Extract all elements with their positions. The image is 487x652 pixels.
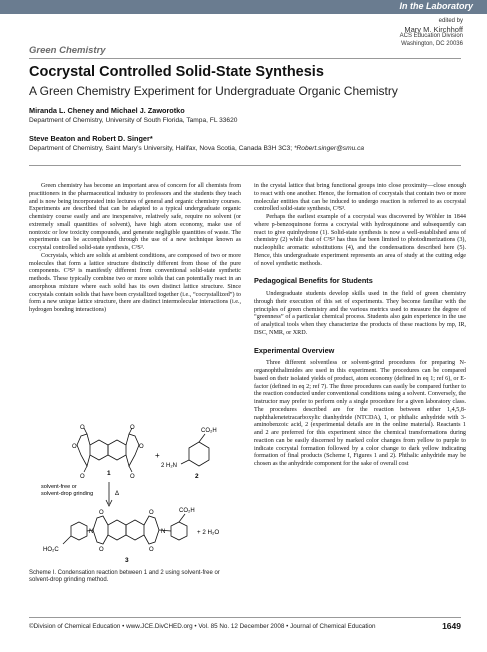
section-label: In the Laboratory xyxy=(399,1,473,11)
oxygen-label: O xyxy=(80,425,85,431)
paragraph: Green chemistry has become an important area of concern for all chemists from practitioners in the pharmaceutical industry to professors and the students they teach and is now being incorporated into lectures of general and organic chemistry courses. Experiments are described that can be adapted to a typical undergraduate organic chemistry course easily and are inexpensive, relatively safe, require no solvent (or extremely small quantities of solvent), have high atom economy, make use of nontoxic or low toxicity compounds, and generate negligible quantities of waste. The experiments can be accomplished through the use of a new technique known as cocrystal controlled solid-state synthesis, C³S³. xyxy=(29,183,241,251)
article-title: Cocrystal Controlled Solid-State Synthesis xyxy=(29,64,324,80)
right-column xyxy=(254,183,466,469)
water-byproduct: + 2 H₂O xyxy=(197,529,220,536)
section-heading: Experimental Overview xyxy=(254,345,335,355)
authors-2: Steve Beaton and Robert D. Singer* xyxy=(29,134,153,143)
compound-2-number: 2 xyxy=(195,473,199,480)
affiliation-1: Department of Chemistry, University of South Florida, Tampa, FL 33620 xyxy=(29,117,238,124)
paragraph: Undergraduate students develop skills used in the field of green chemistry through their execution of this set of experiments. They become familiar with the principles of green chemistry and the various metrics used to measure the degree of “greenness” of a particular chemical process. Students also gain experience in the use of analytical tools when they characterize the products of these reactions by mp, IR, DSC, NMR, or XRD. xyxy=(254,291,466,336)
paragraph: Cocrystals, which are solids at ambient conditions, are composed of two or more molecules that form a lattice structure distinctly different from those of the pure components. C³S³ is manifestly different from conventional solid-state synthetic methods. These typically combine two or more solids that can potentially react in an amorphous mixture where each solid has its own distinct lattice structure. Since cocrystals contain solids that have been crystallized together (i.e., “cocrystallized”) to form a new unique lattice structure, there are distinct intermolecular interactions (i.e., hydrogen bonding interactions) xyxy=(29,252,241,313)
nitrogen-label: N xyxy=(89,529,94,535)
corresponding-email: *Robert.singer@smu.ca xyxy=(293,145,365,152)
oxygen-label: O xyxy=(139,444,144,450)
affiliation-2-text: Department of Chemistry, Saint Mary’s University, Halifax, Nova Scotia, Canada B3H 3C3; xyxy=(29,145,293,152)
page-number: 1649 xyxy=(442,621,461,631)
reaction-scheme xyxy=(29,422,241,572)
section-heading: Pedagogical Benefits for Students xyxy=(254,276,373,286)
amine-label: 2 H₂N xyxy=(161,463,177,469)
heat-symbol: Δ xyxy=(115,491,120,497)
edited-by-label: edited by xyxy=(438,18,463,24)
column-name: Green Chemistry xyxy=(29,45,106,56)
carboxylic-acid-label: CO₂H xyxy=(179,508,195,514)
divider xyxy=(29,58,461,59)
oxygen-label: O xyxy=(149,547,154,553)
compound-3-number: 3 xyxy=(125,557,129,564)
editor-location: Washington, DC 20036 xyxy=(401,40,463,47)
divider xyxy=(29,617,461,618)
scheme-caption: Scheme I. Condensation reaction between 1 and 2 using solvent-free or solvent-drop grinding method. xyxy=(29,570,220,584)
plus-sign: + xyxy=(155,451,160,460)
authors-1: Miranda L. Cheney and Michael J. Zaworotko xyxy=(29,106,185,115)
scheme-figure xyxy=(29,422,241,572)
editor-name: Mary M. Kirchhoff xyxy=(404,24,463,34)
carboxylic-acid-label: HO₂C xyxy=(43,547,59,553)
footer-citation: ©Division of Chemical Education • www.JCE.DivCHED.org • Vol. 85 No. 12 December 2008 • Journal of Chemical Education xyxy=(29,623,376,630)
oxygen-label: O xyxy=(130,425,135,431)
compound-1-number: 1 xyxy=(107,470,111,477)
left-column xyxy=(29,183,241,315)
divider xyxy=(29,165,461,166)
paragraph: in the crystal lattice that bring functional groups into close proximity—close enough to react with one another. Hence, the formation of cocrystals that contain two or more molecular entities that can be induced to undergo reaction is referred to as cocrystal controlled solid-state synthesis, C³S³. xyxy=(254,183,466,213)
paragraph: Perhaps the earliest example of a cocrystal was discovered by Wöhler in 1844 where p-benzoquinone forms a cocrystal with hydroquinone and subsequently can react to give quinhydrone (1). Solid-state synthesis is now a well-established area of chemistry (2) while that of C³S³ has thus far been limited to photodimerizations (3), nucleophilic aromatic substitutions (4), and the condensations described here (5). Hence, this undergraduate experiment represents an area of study at the cutting edge of novel synthetic methods. xyxy=(254,214,466,267)
edited-by-block xyxy=(400,18,463,48)
oxygen-label: O xyxy=(72,444,77,450)
condition-line-2: solvent-drop grinding xyxy=(41,491,94,497)
nitrogen-label: N xyxy=(161,529,166,535)
oxygen-label: O xyxy=(80,474,85,480)
oxygen-label: O xyxy=(99,510,104,516)
oxygen-label: O xyxy=(99,547,104,553)
carboxylic-acid-label: CO₂H xyxy=(201,428,217,434)
paragraph: Three different solventless or solvent-grind procedures for preparing N-organophthalimides are used in this experiment. The procedures can be compared based on their isolated yields of product, atom economy (defined in eq 1; ref 6), or E-factor (defined in eq 2; ref 7). The three procedures can easily be compared further to the reaction conducted under conventional conditions using a solvent. Conversely, the instructor may prefer to perform only a single procedure for a given laboratory class. The procedures described are for the reaction between either 1,4,5,8-naphthalenetetracarboxylic dianhydride (NTCDA), 1, or phthalic anhydride with 3-aminobenzoic acid, 2 (experimental details are in the online material). Reactants 1 and 2 are preferred for this experiment since the chemical transformations during reaction can be easily discerned by marked color changes from yellow to purple to indicate cocrystal formation followed by a color change to dark yellow indicating formation of final products (Scheme I, Figures 1 and 2). Phthalic anhydride may be chosen as the anhydride component for the sake of overall cost xyxy=(254,360,466,467)
editor-affiliation: ACS Education Division xyxy=(399,33,463,40)
oxygen-label: O xyxy=(130,474,135,480)
article-subtitle: A Green Chemistry Experiment for Undergraduate Organic Chemistry xyxy=(29,84,398,98)
condition-line-1: solvent-free or xyxy=(41,484,77,490)
affiliation-2 xyxy=(29,145,364,152)
oxygen-label: O xyxy=(149,510,154,516)
section-header-bar xyxy=(0,0,487,14)
